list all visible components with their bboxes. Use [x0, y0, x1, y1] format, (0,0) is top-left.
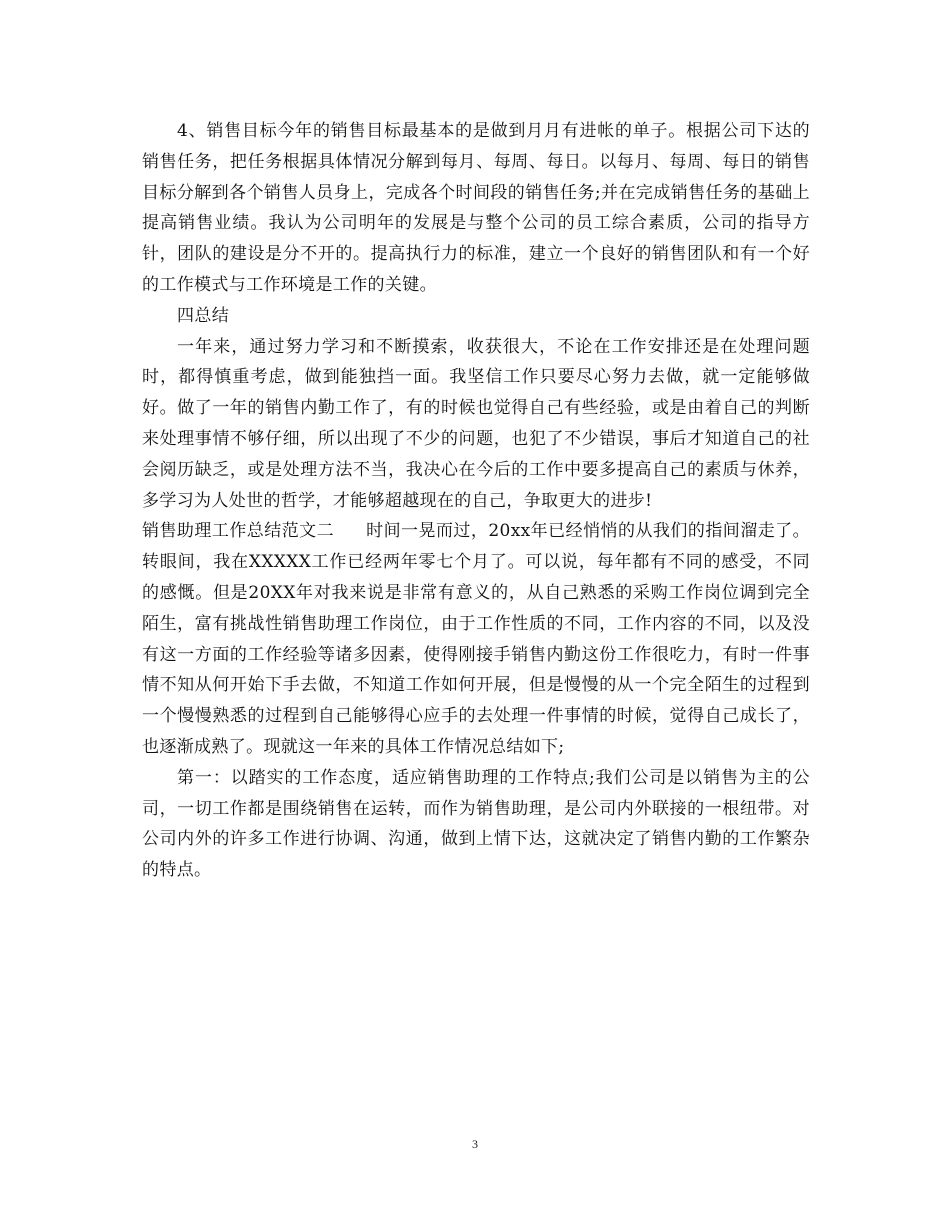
sample-two-body: 时间一晃而过，20xx年已经悄悄的从我们的指间溜走了。转眼间，我在XXXXX工作已经两年零七个月了。可以说，每年都有不同的感受，不同的感慨。但是20XX年对我来说是非常有意义的，从自己熟悉的采购工作岗位调到完全陌生，富有挑战性销售助理工作岗位，由于工作性质的不同，工作内容的不同，以及没有这一方面的工作经验等诸多因素，使得刚接手销售内勤这份工作很吃力，有时一件事情不知从何开始下手去做，不知道工作如何开展，但是慢慢的从一个完全陌生的过程到一个慢慢熟悉的过程到自己能够得心应手的去处理一件事情的时候，觉得自己成长了，也逐渐成熟了。现就这一年来的具体工作情况总结如下;	[142, 521, 810, 757]
sample-two-heading: 销售助理工作总结范文二	[142, 521, 335, 542]
paragraph-sample-two	[142, 516, 810, 762]
page-body	[142, 116, 810, 886]
page-number: 3	[472, 1137, 478, 1151]
paragraph-year-summary: 一年来，通过努力学习和不断摸索，收获很大，不论在工作安排还是在处理问题时，都得慎重考虑，做到能独挡一面。我坚信工作只要尽心努力去做，就一定能够做好。做了一年的销售内勤工作了，有的时候也觉得自己有些经验，或是由着自己的判断来处理事情不够仔细，所以出现了不少的问题，也犯了不少错误，事后才知道自己的社会阅历缺乏，或是处理方法不当，我决心在今后的工作中要多提高自己的素质与休养，多学习为人处世的哲学，才能够超越现在的自己，争取更大的进步!	[142, 336, 810, 511]
section-heading-summary: 四总结	[177, 305, 230, 326]
paragraph-first-point: 第一：以踏实的工作态度，适应销售助理的工作特点;我们公司是以销售为主的公司，一切工作都是围绕销售在运转，而作为销售助理，是公司内外联接的一根纽带。对公司内外的许多工作进行协调、沟通，做到上情下达，这就决定了销售内勤的工作繁杂的特点。	[142, 767, 810, 881]
paragraph-sales-target: 4、销售目标今年的销售目标最基本的是做到月月有进帐的单子。根据公司下达的销售任务，把任务根据具体情况分解到每月、每周、每日。以每月、每周、每日的销售目标分解到各个销售人员身上，完成各个时间段的销售任务;并在完成销售任务的基础上提高销售业绩。我认为公司明年的发展是与整个公司的员工综合素质，公司的指导方针，团队的建设是分不开的。提高执行力的标准，建立一个良好的销售团队和有一个好的工作模式与工作环境是工作的关键。	[142, 121, 810, 295]
